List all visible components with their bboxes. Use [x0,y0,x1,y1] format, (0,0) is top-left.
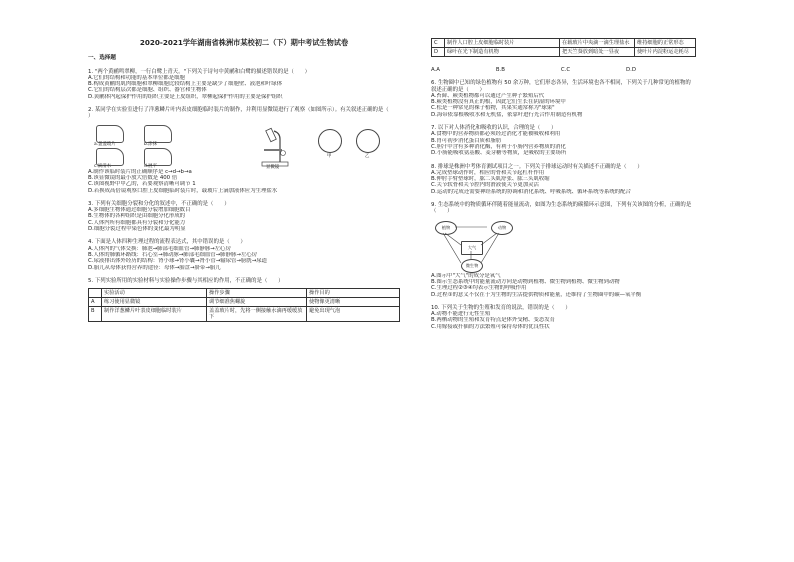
option-a: A.动物不能进行无性生殖 [431,311,491,318]
exam-title: 2020-2021学年湖南省株洲市某校初二（下）期中考试生物试卷 [139,38,349,47]
option-a: A.制作该临时装片的正确顺序是 c→d→b→a [88,168,192,175]
option-d: D.运动的完成还需要神经系统的协调和消化系统、呼吸系统、循环系统等系统的配合 [431,188,631,195]
question-1 [88,69,400,100]
table-row [89,298,400,307]
experiment-table-continued [431,38,696,57]
option-b: B.蕨类植物没有真正的根，因此它们生长在阴湿的环境中 [431,99,566,106]
option-c: C.用嫁接或扦插的方法繁殖可保持母体的优良性状 [431,323,550,330]
question-stem: 10. 下列关于生物的生殖和发育的说法，错误的是（ ） [431,304,571,311]
option-a: A.完成垫球动作时，相应的骨和关节起杠杆作用 [431,169,545,176]
figure-caption: 甲 [327,153,332,159]
figure-caption: 显微镜 [266,164,280,170]
carbon-cycle-diagram [431,219,696,273]
question-4 [88,239,400,270]
table-cell: 制作人口腔上皮细胞临时装片 [445,39,560,48]
microbe-node: 微生物 [461,259,483,273]
question-8 [431,164,696,195]
slide-preparation-figure [88,123,400,169]
table-row [89,307,400,322]
atmosphere-node: 大气 [461,241,483,255]
plant-node: 植物 [435,221,457,235]
question-stem: 1. "两个黄鹂鸣翠柳，一行白鹭上青天。"下列关于诗句中黄鹂和白鹭的描述错误的是（ ） [88,68,311,75]
view-field-jia [318,129,342,153]
table-cell: A [89,298,102,307]
table-header-cell: 操作目的 [307,289,400,298]
option-c: C.胆汁中含有多种消化酶，有利于小肠内营养物质的消化 [431,143,566,150]
figure-caption: 乙 [365,153,370,159]
question-7 [431,125,696,156]
choice-c: C.C [560,67,571,73]
experiment-table [88,288,400,322]
table-header-row [89,289,400,298]
option-c: C.生理过程②③④均表示生物的呼吸作用 [431,285,527,292]
option-c: C.人体内所有细胞都具有分裂和分化能力 [88,219,186,226]
option-a: A.食物中的营养物质都必须经过消化才能被吸收和利用 [431,131,561,138]
table-cell: 避免出现气泡 [307,307,400,322]
step-illustration [96,125,124,143]
step-illustration [144,125,172,143]
question-stem: 9. 生态系统中的物质循环伴随着能量流动，如图为生态系统的碳循环示意图，下列有关该图的分析，正确的是（ ） [431,202,692,215]
figure-caption: d.展平 [144,163,157,169]
question-stem: 7. 以下对人体消化和吸收的认识，合理的是（ ） [431,125,557,132]
figure-caption: a.盖盖玻片 [94,141,116,147]
table-header-cell [89,289,102,298]
animal-node: 动物 [491,221,513,235]
question-stem: 3. 下列有关细胞分裂和分化的叙述中，不正确的是（ ） [88,200,230,207]
right-column [431,0,696,330]
microscope-icon [258,127,292,167]
table-cell: C [432,39,445,48]
option-a: A.多细胞生物体通过细胞分裂增加细胞数目 [88,207,191,214]
choice-b: B.B [495,67,505,73]
section-heading: 一、选择题 [88,55,116,62]
option-c: C.该图视野中甲乙的，若要观察清晰可调节 1 [88,181,196,188]
table-cell: 把天竺葵放到暗处一昼夜 [560,48,635,57]
question-3 [88,201,400,232]
option-b: B.该显微镜的最小放大倍数是 400 倍 [88,174,178,181]
question-stem: 6. 生物圈中已知的绿色植物有 50 余万种，它们形态各异，生活环境也各不相同，下列关于几种常见的植物的叙述正确的是（ ） [431,80,691,93]
table-cell: 使叶片内淀粉运走耗尽 [635,48,696,57]
table-header-cell: 操作步骤 [207,289,307,298]
figure-caption: c.滴清水 [94,163,111,169]
choice-a: A.A [431,67,440,73]
option-b: B.伸肘手臂垫球时，肱二头肌舒张、肱三头肌收缩 [431,176,550,183]
table-row [432,48,696,57]
table-row [432,39,696,48]
question-stem: 2. 某同学在实验室进行了洋葱鳞片叶内表皮细胞临时装片的制作，并利用显微镜进行了观察（如图所示）。有关叙述正确的是（ ） [88,107,400,120]
option-b: B.胃可初步消化蛋白质和脂肪 [431,137,502,144]
option-c: C.关节软骨和关节腔内的滑液使关节更加灵活 [431,182,539,189]
option-d: D.胎儿从母体获得营养的途径：母体→胎盘→脐带→胎儿 [88,264,221,271]
option-c: C.尿液排出体外经历的结构：肾小球→肾小囊→肾小管→输尿管→膀胱→尿道 [88,258,267,265]
table-cell: 练习使用显微镜 [102,298,207,307]
question-6 [431,80,696,118]
choice-d: D.D [625,67,636,73]
question-9 [431,202,696,298]
left-column [88,0,400,322]
question-stem: 4. 下面是人体四种生理过程的流程表达式，其中错误的是（ ） [88,239,246,246]
option-b: B.图示生态系统中的能量流动方向是动物到植物、微生物到植物、微生物到动物 [431,278,620,285]
question-10 [431,305,696,330]
option-c: C.松是一种常见的裸子植物，其果实通常称为"球果" [431,105,555,112]
question-stem: 5. 下列实验所用的实验材料与实验操作步骤与其相应的作用，不正确的是（ ） [88,277,284,284]
option-b: B.人体的肺循环路线：右心室→肺动脉→肺部毛细血管→肺静脉→左心房 [88,251,258,258]
option-a: A.它们的结构和功能的基本单位都是细胞 [88,74,185,81]
option-d: D.细胞分裂过程中染色体的变化最为明显 [88,226,186,233]
figure-caption: b.涂抹 [144,141,157,147]
option-a: A.人体内的气体交换：肺泡→肺部毛细血管→肺静脉→左心房 [88,245,231,252]
view-field-yi [356,129,380,153]
table-header-cell: 实验活动 [102,289,207,298]
option-a: A.图示中"大气"的成分是氧气 [431,272,501,279]
option-d: D.过程①的意义不仅在于为生物的生活提供物质和能量，还维持了生物圈中的碳—氧平衡 [431,291,642,298]
option-d: D.小肠能吸收氨基酸、麦芽糖等物质，是吸收的主要场所 [431,150,567,157]
table-cell: 调节细准焦螺旋 [207,298,307,307]
option-b: B.生物体的各种组织是由细胞分化形成的 [88,213,186,220]
option-c: C.它们的结构层次都是细胞、组织、器官和生物体 [88,87,207,94]
table-cell: 制作洋葱鳞片叶表皮细胞临时装片 [102,307,207,322]
option-b: B.两栖动物的生殖和发育特点是体外受精、变态发育 [431,317,556,324]
table-cell: 使物像更清晰 [307,298,400,307]
option-d: D.黄鹂体内起保护作用的组织主要是上皮组织，翠柳起保护作用的主要是保护组织 [88,93,283,100]
question-5 [88,278,400,322]
answer-choices [431,67,636,73]
option-a: A.苔藓、蕨类植物都可以通过产生种子繁殖后代 [431,92,545,99]
table-cell: B [89,307,102,322]
option-b: B.构成黄鹂的肌肉细胞和翠柳细胞比较结构上主要是缺少了细胞壁、液泡和叶绿体 [88,81,283,88]
table-cell: 在载玻片中央滴一滴生理盐水 [560,39,635,48]
table-cell: 盖盖玻片时，先将一侧接触水滴再缓缓放下 [207,307,307,322]
question-stem: 8. 排球是株洲中考体育测试项目之一。下列关于排球运动时有关描述不正确的是（ ） [431,163,643,170]
question-2 [88,107,400,194]
option-d: D.海带依靠根吸收水和无机盐，依靠叶进行光合作用制造有机物 [431,111,583,118]
table-cell: 绿叶在光下制造有机物 [445,48,560,57]
table-cell: D [432,48,445,57]
table-cell: 维持细胞的正常形态 [635,39,696,48]
option-d: D.若换成高倍镜观察口腔上皮细胞临时装片时，载玻片上滴加液体应为生理盐水 [88,187,278,194]
